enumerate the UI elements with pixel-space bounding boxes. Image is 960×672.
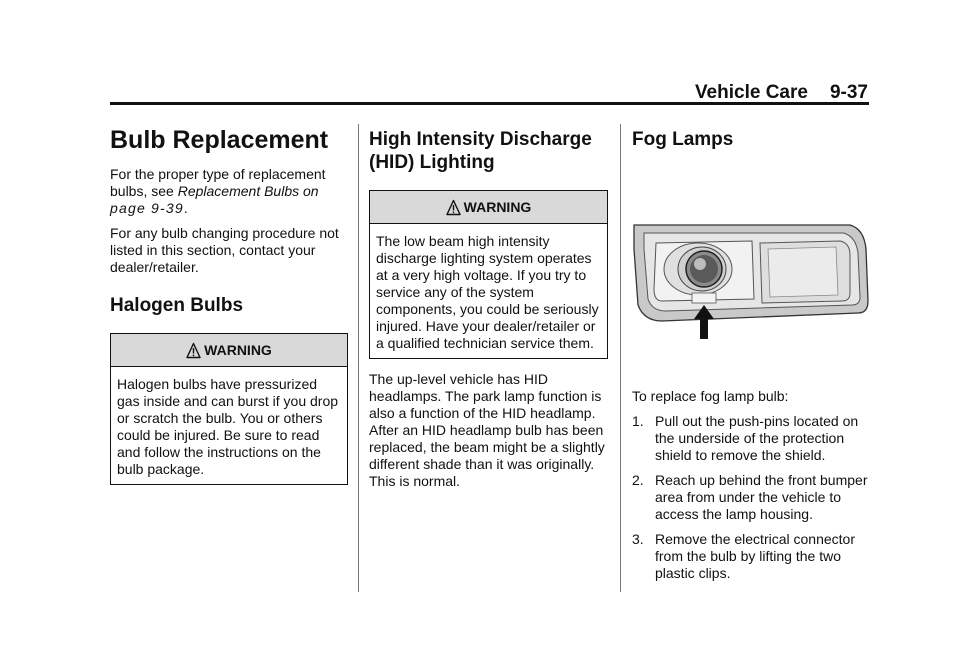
- section-title: Vehicle Care: [694, 82, 808, 103]
- step-number: 1.: [632, 413, 644, 429]
- bulb-replacement-paragraph: [110, 166, 348, 217]
- step-text: Remove the electrical connector from the bulb by lifting the two plastic clips.: [655, 531, 855, 581]
- bulb-replacement-heading: Bulb Replacement: [110, 126, 329, 154]
- fog-steps-list: [632, 413, 872, 582]
- column-left: [110, 124, 348, 495]
- column-divider: [358, 124, 359, 592]
- hid-paragraph: The up-level vehicle has HID headlamps. The park lamp function is also a function of the HID headlamp. After an HID headlamp bulb has been replaced, the beam might be a slightly different shade than it was originally. This is normal.: [369, 371, 605, 489]
- warning-label: WARNING: [463, 199, 532, 215]
- halogen-warning-box: [110, 333, 348, 485]
- warning-header: [111, 334, 347, 367]
- column-middle: [369, 124, 608, 498]
- warning-header: [370, 191, 607, 224]
- warning-label: WARNING: [204, 342, 272, 358]
- fog-lamp-illustration: [632, 209, 872, 359]
- replacement-bulbs-page-link[interactable]: page 9-39: [110, 200, 184, 216]
- step-number: 3.: [632, 531, 644, 547]
- warning-text: The low beam high intensity discharge lighting system operates at a very high voltage. If you try to service any of the system components, you could be seriously injured. Have your dealer/retailer or a qualified technician service them.: [376, 233, 599, 351]
- bulb-changing-paragraph: For any bulb changing procedure not listed in this section, contact your dealer/retailer.: [110, 225, 339, 275]
- step-text: Reach up behind the front bumper area from under the vehicle to access the lamp housing.: [655, 472, 868, 522]
- step-number: 2.: [632, 472, 644, 488]
- warning-triangle-icon: [446, 199, 461, 216]
- fog-lamps-heading: Fog Lamps: [632, 129, 734, 150]
- column-divider: [620, 124, 621, 592]
- page-header: [695, 82, 868, 104]
- fog-intro: To replace fog lamp bulb:: [632, 388, 789, 404]
- list-item: [632, 472, 872, 523]
- hid-heading: High Intensity Discharge (HID) Lighting: [369, 129, 592, 173]
- replacement-bulbs-link[interactable]: Replacement Bulbs on: [177, 183, 319, 199]
- text: For the proper type of replacement bulbs, see: [110, 166, 326, 199]
- step-text: Pull out the push-pins located on the underside of the protection shield to remove the shield.: [655, 413, 859, 463]
- list-item: [632, 413, 872, 464]
- column-right: [632, 124, 872, 590]
- list-item: [632, 531, 872, 582]
- halogen-heading: Halogen Bulbs: [110, 295, 244, 316]
- text: .: [183, 200, 188, 216]
- warning-triangle-icon: [186, 342, 201, 359]
- hid-warning-box: [369, 190, 608, 359]
- warning-text: Halogen bulbs have pressurized gas inside and can burst if you drop or scratch the bulb. You or others could be injured. Be sure to read and follow the instructions on the bulb package.: [117, 376, 339, 477]
- header-rule: [110, 102, 869, 105]
- page-number: 9-37: [829, 82, 868, 103]
